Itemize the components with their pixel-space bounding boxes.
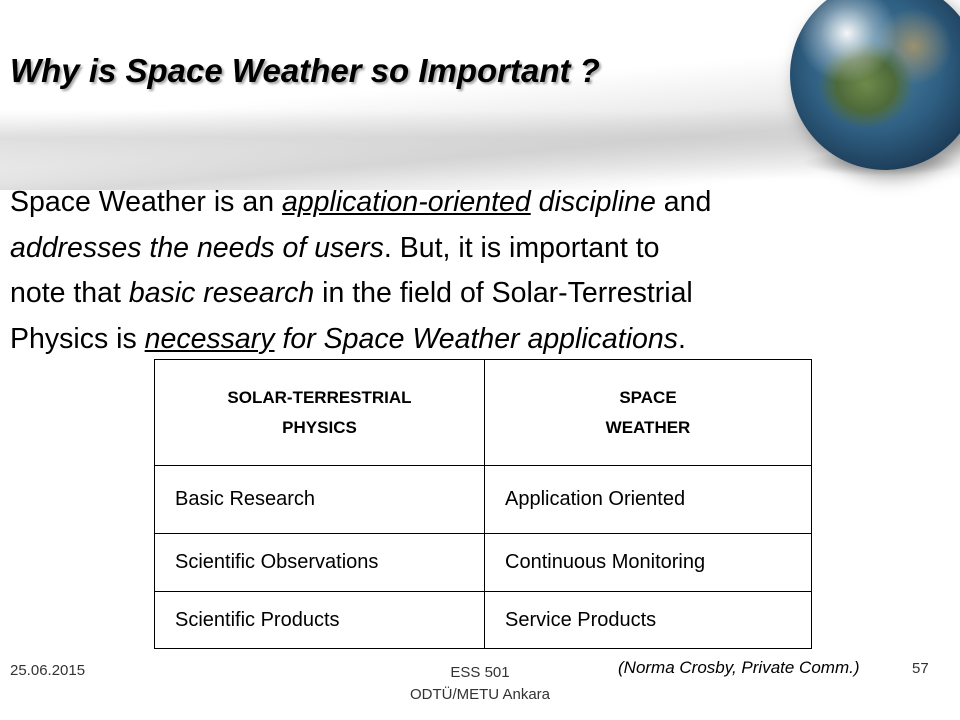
text-segment: Space Weather is an	[10, 186, 282, 218]
table-cell: Scientific Products	[155, 592, 485, 649]
emphasis-underlined: necessary	[144, 322, 275, 355]
footer-credit: (Norma Crosby, Private Comm.)	[618, 658, 860, 677]
page-number: 57	[912, 660, 929, 677]
header-solar-terrestrial-physics	[155, 360, 485, 466]
footer-institution: ODTÜ/METU Ankara	[409, 686, 551, 703]
text-segment: Physics is	[10, 322, 145, 355]
table-cell: Basic Research	[155, 466, 485, 534]
emphasis-underlined: application-oriented	[281, 186, 531, 218]
header-text: WEATHER	[605, 417, 691, 437]
comparison-table	[154, 359, 812, 649]
table-row	[155, 592, 812, 649]
paragraph-line-4	[10, 317, 950, 363]
table-cell: Application Oriented	[485, 466, 812, 534]
emphasis: basic research	[128, 277, 315, 309]
footer-course-code: ESS 501	[450, 664, 510, 681]
text-segment: note that	[10, 277, 129, 309]
text-segment: . But, it is important to	[383, 231, 660, 264]
paragraph-line-1	[10, 180, 950, 226]
text-segment: and	[655, 186, 712, 218]
table-row	[155, 534, 812, 592]
text-segment: .	[677, 322, 686, 355]
emphasis: addresses the needs of users	[10, 231, 384, 264]
emphasis: discipline	[530, 186, 656, 218]
header-text: SPACE	[619, 387, 677, 407]
paragraph-line-2	[10, 226, 950, 272]
table-row	[155, 466, 812, 534]
paragraph-line-3	[10, 271, 950, 317]
emphasis: for Space Weather applications	[274, 322, 678, 355]
text-segment: in the field of Solar-Terrestrial	[314, 277, 693, 309]
header-space-weather	[485, 360, 812, 466]
table-cell: Service Products	[485, 592, 812, 649]
header-text: PHYSICS	[282, 417, 357, 437]
table-cell: Scientific Observations	[155, 534, 485, 592]
footer-date: 25.06.2015	[10, 662, 86, 679]
table-cell: Continuous Monitoring	[485, 534, 812, 592]
slide-title: Why is Space Weather so Important ?	[10, 52, 600, 89]
header-text: SOLAR-TERRESTRIAL	[227, 387, 412, 407]
body-paragraph	[10, 180, 950, 362]
table-header-row	[155, 360, 812, 466]
